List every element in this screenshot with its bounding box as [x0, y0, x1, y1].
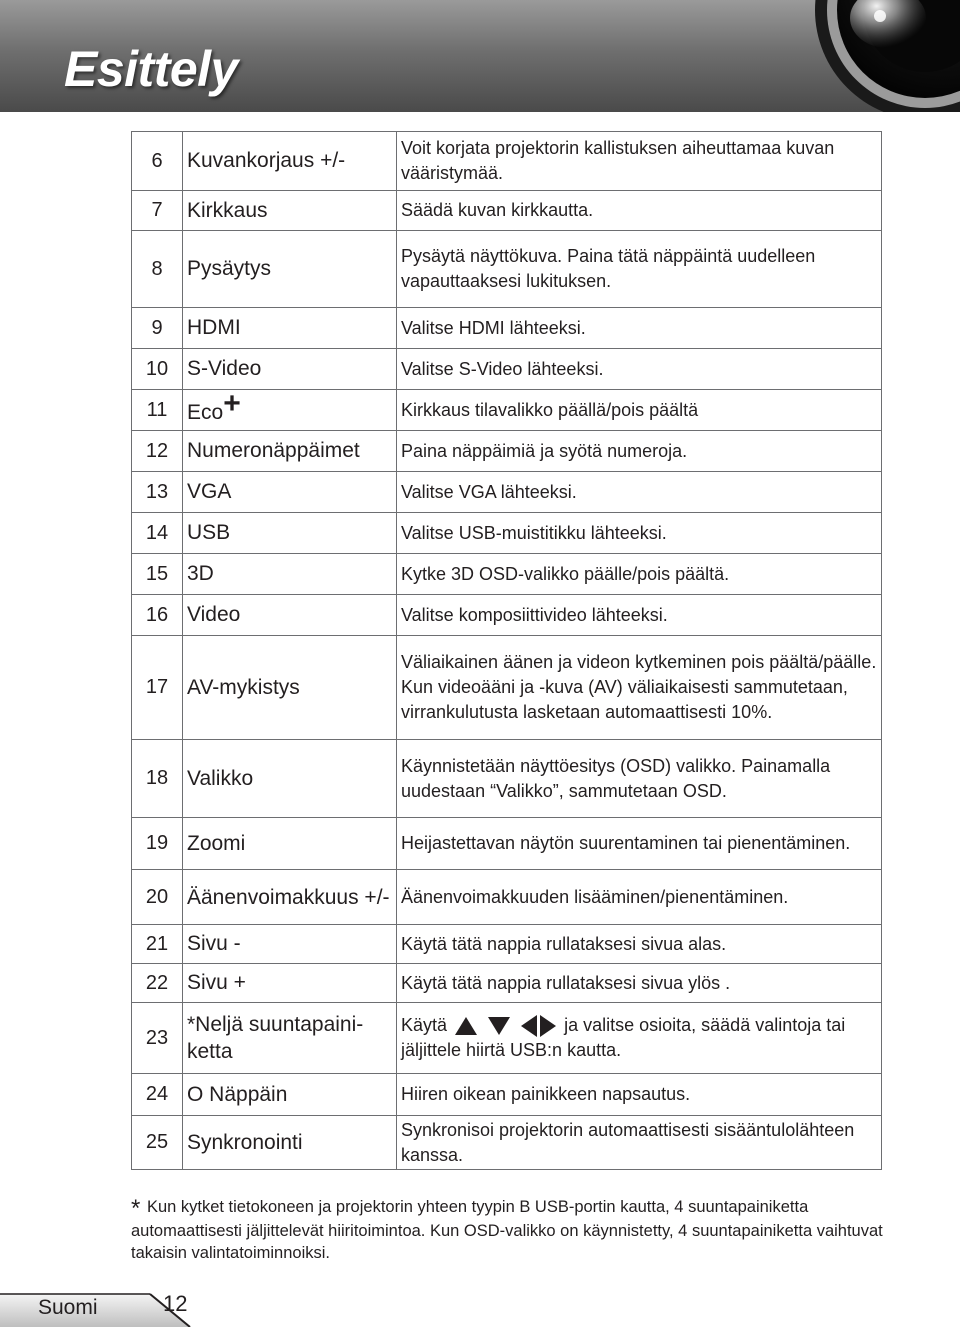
row-name: Numeronäppäimet — [183, 431, 397, 472]
row-number: 8 — [132, 231, 183, 308]
table-row — [132, 231, 882, 308]
row-description: Säädä kuvan kirkkautta. — [397, 191, 882, 231]
page-number: 12 — [163, 1291, 188, 1316]
row-number: 11 — [132, 390, 183, 431]
row-name: Zoomi — [183, 818, 397, 870]
page-header — [0, 0, 960, 112]
row-name: Kirkkaus — [183, 191, 397, 231]
eco-plus-mark: + — [223, 387, 241, 420]
table-row — [132, 925, 882, 964]
table-row — [132, 1116, 882, 1170]
table-row — [132, 1074, 882, 1116]
table-row — [132, 870, 882, 925]
row-number: 25 — [132, 1116, 183, 1170]
lens-graphic — [720, 0, 960, 112]
table-row — [132, 964, 882, 1003]
footnote-star: * — [131, 1195, 141, 1222]
row-number: 10 — [132, 349, 183, 390]
down-arrow-icon — [488, 1017, 510, 1035]
row-description: Heijastettavan näytön suurentaminen tai pienentäminen. — [397, 818, 882, 870]
row-name: Synkronointi — [183, 1116, 397, 1170]
desc-prefix: Käytä — [401, 1015, 448, 1035]
row-description: Valitse HDMI lähteeksi. — [397, 308, 882, 349]
table-row — [132, 636, 882, 740]
row-name: Video — [183, 595, 397, 636]
row-number: 22 — [132, 964, 183, 1003]
row-description: Hiiren oikean painikkeen napsautus. — [397, 1074, 882, 1116]
row-name: AV-mykistys — [183, 636, 397, 740]
table-row — [132, 191, 882, 231]
row-number: 17 — [132, 636, 183, 740]
row-name: Sivu - — [183, 925, 397, 964]
eco-label: Eco — [187, 401, 224, 424]
table-row — [132, 349, 882, 390]
left-arrow-icon — [521, 1015, 537, 1037]
row-name: Sivu + — [183, 964, 397, 1003]
row-description: Käytä tätä nappia rullataksesi sivua alas. — [397, 925, 882, 964]
row-number: 14 — [132, 513, 183, 554]
row-number: 13 — [132, 472, 183, 513]
table-row — [132, 818, 882, 870]
footnote-text: Kun kytket tietokoneen ja projektorin yhteen tyypin B USB-portin kautta, 4 suuntapainiketta automaattisesti jäljittelevät hiiritoimintoa. Kun OSD-valikko on käynnistetty, 4 suuntapainiketta vaihtuvat takaisin valintatoiminnoiksi. — [131, 1198, 883, 1262]
row-description: Käynnistetään näyttöesitys (OSD) valikko. Painamalla uudestaan “Valikko”, sammutetaan OSD. — [397, 740, 882, 818]
row-number: 23 — [132, 1003, 183, 1074]
row-name: VGA — [183, 472, 397, 513]
row-description — [397, 1003, 882, 1074]
right-arrow-icon — [540, 1015, 556, 1037]
row-number: 18 — [132, 740, 183, 818]
row-description: Synkronisoi projektorin automaattisesti sisääntulolähteen kanssa. — [397, 1116, 882, 1170]
desc-text: ja valitse osioita, säädä valintoja tai jäljittele hiirtä USB:n kautta. — [401, 1015, 846, 1060]
row-number: 15 — [132, 554, 183, 595]
row-number: 19 — [132, 818, 183, 870]
table-row — [132, 513, 882, 554]
row-number: 9 — [132, 308, 183, 349]
row-description: Käytä tätä nappia rullataksesi sivua ylös . — [397, 964, 882, 1003]
row-number: 6 — [132, 132, 183, 191]
table-row — [132, 740, 882, 818]
table-row — [132, 431, 882, 472]
row-description: Valitse VGA lähteeksi. — [397, 472, 882, 513]
page-title: Esittely — [64, 41, 238, 97]
table-row — [132, 554, 882, 595]
row-description: Pysäytä näyttökuva. Paina tätä näppäintä uudelleen vapauttaaksesi lukituksen. — [397, 231, 882, 308]
footer-language: Suomi — [38, 1296, 98, 1319]
up-arrow-icon — [455, 1017, 477, 1035]
row-description: Valitse S-Video lähteeksi. — [397, 349, 882, 390]
row-name: S-Video — [183, 349, 397, 390]
row-number: 20 — [132, 870, 183, 925]
footnote — [131, 1196, 891, 1264]
row-description: Kytke 3D OSD-valikko päälle/pois päältä. — [397, 554, 882, 595]
table-row — [132, 595, 882, 636]
row-description: Valitse USB-muistitikku lähteeksi. — [397, 513, 882, 554]
row-description: Väliaikainen äänen ja videon kytkeminen pois päältä/päälle. Kun videoääni ja -kuva (AV) väliaikaisesti sammutetaan, virrankulutusta lasketaan automaattisesti 10%. — [397, 636, 882, 740]
row-name: Kuvankorjaus +/- — [183, 132, 397, 191]
row-number: 24 — [132, 1074, 183, 1116]
row-description: Valitse komposiittivideo lähteeksi. — [397, 595, 882, 636]
row-number: 21 — [132, 925, 183, 964]
row-name: Äänenvoimakkuus +/- — [183, 870, 397, 925]
function-table — [131, 131, 882, 1170]
row-name: *Neljä suuntapaini-ketta — [183, 1003, 397, 1074]
row-description: Kirkkaus tilavalikko päällä/pois päältä — [397, 390, 882, 431]
row-name: 3D — [183, 554, 397, 595]
row-name: O Näppäin — [183, 1074, 397, 1116]
row-name: HDMI — [183, 308, 397, 349]
row-name — [183, 387, 397, 431]
row-description: Voit korjata projektorin kallistuksen aiheuttamaa kuvan vääristymää. — [397, 132, 882, 191]
table-row — [132, 472, 882, 513]
row-number: 12 — [132, 431, 183, 472]
row-number: 16 — [132, 595, 183, 636]
row-name: Pysäytys — [183, 231, 397, 308]
table-row — [132, 390, 882, 431]
row-name: USB — [183, 513, 397, 554]
row-description: Paina näppäimiä ja syötä numeroja. — [397, 431, 882, 472]
row-number: 7 — [132, 191, 183, 231]
row-name: Valikko — [183, 740, 397, 818]
table-row — [132, 1003, 882, 1074]
row-description: Äänenvoimakkuuden lisääminen/pienentäminen. — [397, 870, 882, 925]
table-row — [132, 308, 882, 349]
table-row — [132, 132, 882, 191]
